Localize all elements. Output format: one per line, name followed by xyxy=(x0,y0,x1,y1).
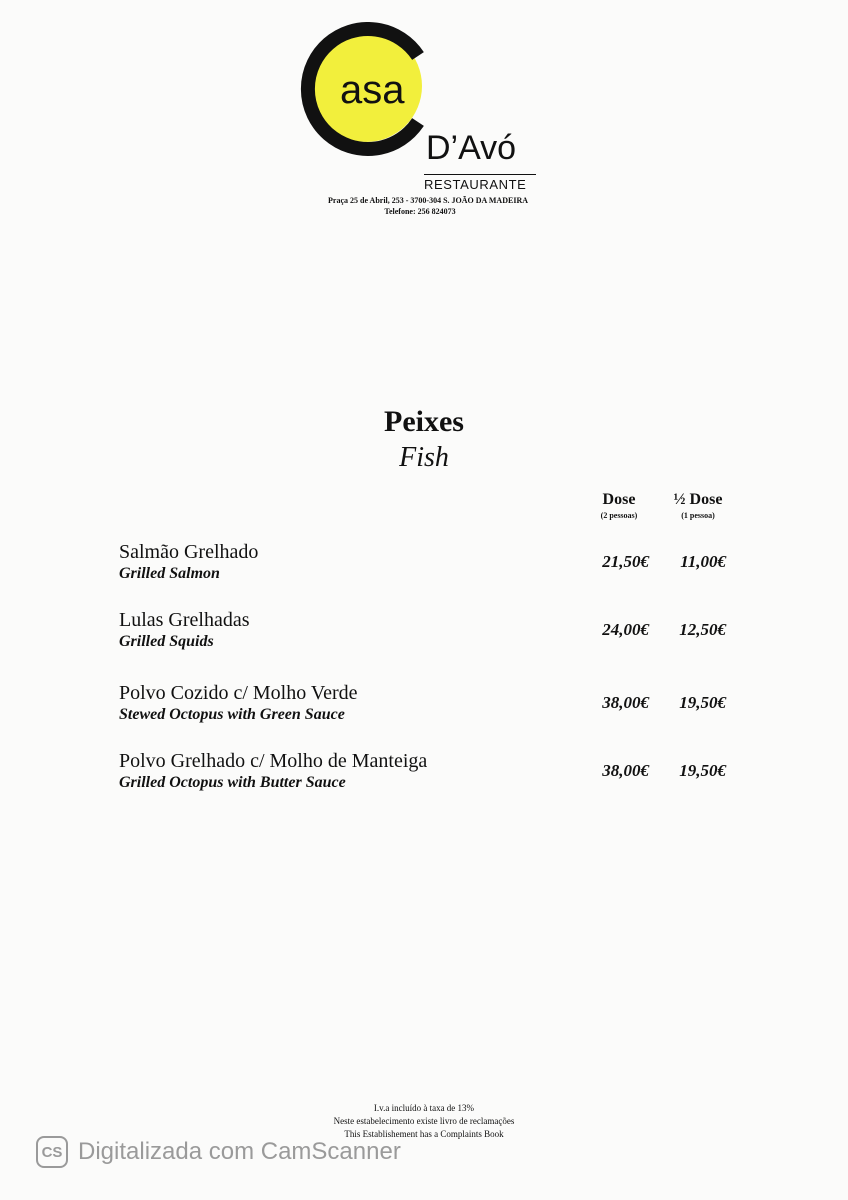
watermark-text: Digitalizada com CamScanner xyxy=(78,1138,401,1165)
menu-item-name-en: Grilled Salmon xyxy=(119,565,220,582)
menu-item-price-half-dose: 11,00€ xyxy=(680,552,726,571)
column-subheader-half-dose: (1 pessoa) xyxy=(681,511,715,520)
column-header-dose: Dose xyxy=(602,491,636,508)
menu-item-name-pt: Polvo Cozido c/ Molho Verde xyxy=(119,682,358,704)
logo-asa-text: asa xyxy=(340,68,405,112)
footer-complaints-pt: Neste estabelecimento existe livro de reclamações xyxy=(333,1116,515,1126)
menu-item-name-en: Stewed Octopus with Green Sauce xyxy=(119,706,345,723)
menu-section-subtitle: Fish xyxy=(399,442,449,473)
menu-item-price-dose: 38,00€ xyxy=(602,693,649,712)
restaurant-logo xyxy=(300,22,550,192)
menu-section-title: Peixes xyxy=(384,405,464,438)
logo-restaurante-text: RESTAURANTE xyxy=(424,174,536,192)
menu-item-price-dose: 24,00€ xyxy=(602,620,649,639)
menu-item-name-en: Grilled Squids xyxy=(119,633,214,650)
menu-item-name-pt: Polvo Grelhado c/ Molho de Manteiga xyxy=(119,750,428,772)
menu-item xyxy=(119,608,819,660)
menu-item xyxy=(119,540,819,592)
menu-item-price-dose: 38,00€ xyxy=(602,761,649,780)
menu-item-price-half-dose: 12,50€ xyxy=(679,620,726,639)
menu-item-price-half-dose: 19,50€ xyxy=(679,693,726,712)
column-subheader-dose: (2 pessoas) xyxy=(600,511,638,520)
menu-item-price-dose: 21,50€ xyxy=(602,552,649,571)
footer-complaints-en: This Establishement has a Complaints Book xyxy=(344,1129,504,1139)
menu-item-name-en: Grilled Octopus with Butter Sauce xyxy=(119,774,346,791)
menu-item-price-half-dose: 19,50€ xyxy=(679,761,726,780)
menu-item-name-pt: Lulas Grelhadas xyxy=(119,609,250,631)
menu-item xyxy=(119,681,819,733)
phone-line: Telefone: 256 824073 xyxy=(384,207,456,216)
column-header-half-dose: ½ Dose xyxy=(673,491,723,508)
camscanner-watermark xyxy=(36,1134,401,1170)
menu-item-name-pt: Salmão Grelhado xyxy=(119,541,259,563)
menu-item xyxy=(119,749,819,801)
logo-davo-text: D’Avó xyxy=(426,129,517,167)
footer-vat-note: I.v.a incluído à taxa de 13% xyxy=(373,1103,475,1113)
camscanner-icon: CS xyxy=(36,1136,68,1168)
address-line: Praça 25 de Abril, 253 - 3700-304 S. JOÃO DA MADEIRA xyxy=(328,196,528,205)
